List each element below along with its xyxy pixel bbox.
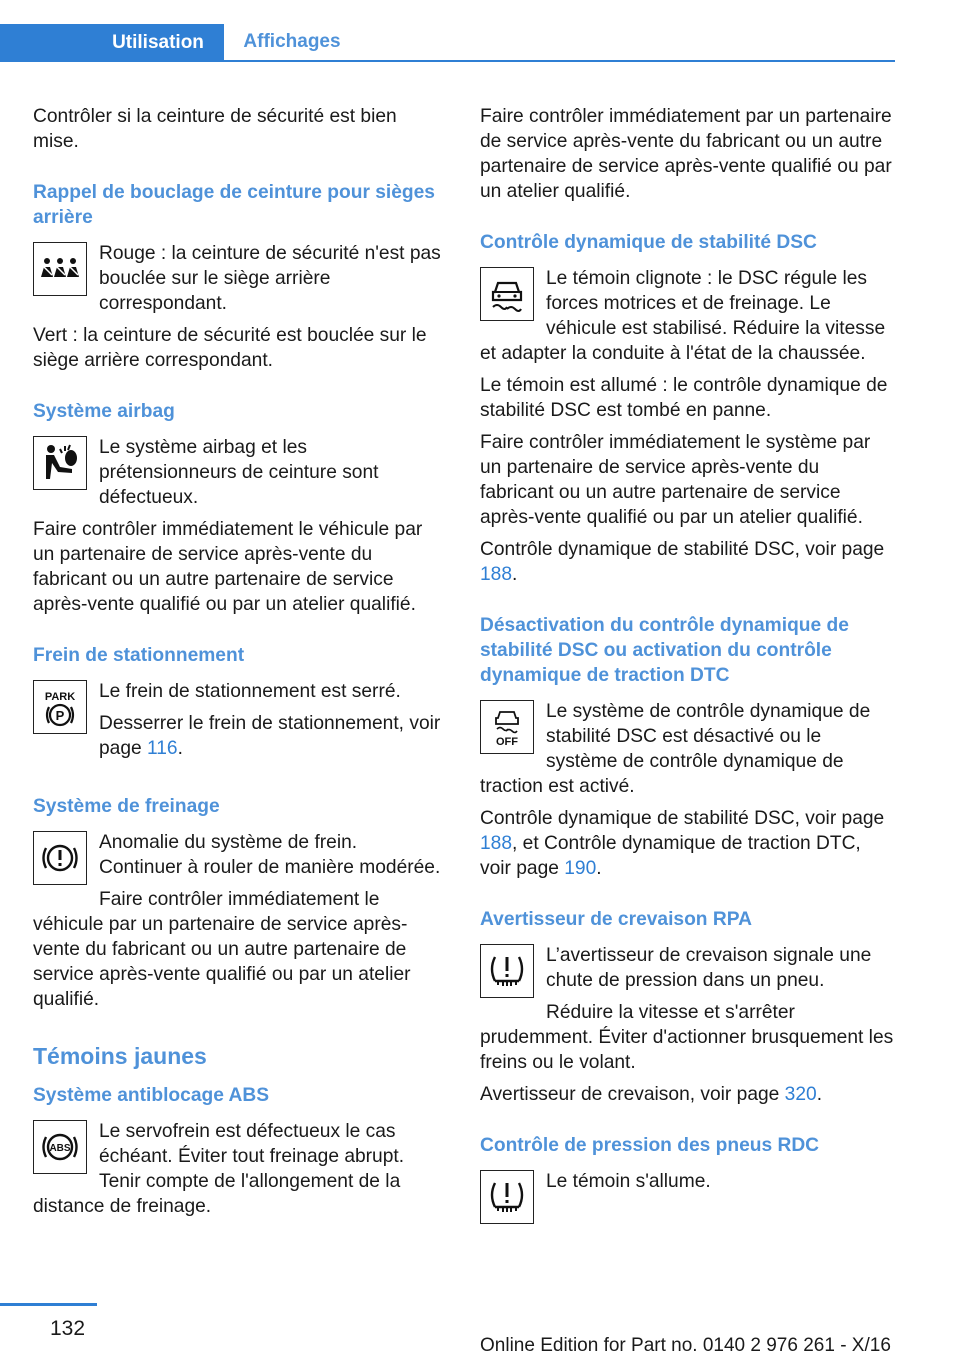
rdc-text-1: Le témoin s'allume. [546, 1171, 711, 1192]
dsc-icon [480, 267, 534, 321]
airbag-icon [33, 436, 87, 490]
rpa-text-1: L’avertisseur de crevaison signale une chute de pression dans un pneu. [546, 945, 872, 991]
parking-brake-icon [33, 680, 87, 734]
entry-parking-brake [33, 679, 445, 768]
right-intro-paragraph: Faire contrôler immédiatement par un partenaire de service après-vente du fabricant ou un autre partenaire de service après-vente qualifié ou par un atelier qualifié. [480, 106, 892, 202]
entry-airbag [33, 435, 445, 617]
dsc-text-3: Faire contrôler immédiatement le système par un partenaire de service après-vente du fabricant ou un autre partenaire de service après-vente qualifié ou par un atelier qualifié. [480, 432, 871, 528]
dsc-text-4: Contrôle dynamique de stabilité DSC, voir page 188. [480, 539, 885, 585]
heading-rpa: Avertisseur de crevaison RPA [480, 909, 752, 930]
page-number: 132 [50, 1317, 86, 1340]
brake-text-1: Anomalie du système de frein. Continuer à rouler de manière modérée. [99, 832, 441, 878]
entry-dsc-off [480, 699, 896, 881]
entry-abs [33, 1119, 445, 1219]
parking-brake-text-2: Desserrer le frein de stationnement, voir page 116. [99, 713, 441, 759]
entry-belt-rear [33, 241, 445, 373]
airbag-text-2: Faire contrôler immédiatement le véhicule par un partenaire de service après-vente du fabricant ou un autre partenaire de service après-vente qualifié ou par un atelier qualifié. [33, 519, 423, 615]
belt-rear-text-1: Rouge : la ceinture de sécurité n'est pas bouclée sur le siège arrière correspondant. [99, 243, 441, 314]
page-link-116[interactable]: 116 [147, 738, 178, 759]
abs-icon [33, 1120, 87, 1174]
page-number-bar [0, 1303, 97, 1306]
brake-warning-icon [33, 831, 87, 885]
page-link-190[interactable]: 190 [564, 858, 597, 879]
dsc-text-1: Le témoin clignote : le DSC régule les forces motrices et de freinage. Le véhicule est stabilisé. Réduire la vitesse et adapter la conduite à l'état de la chaussée. [480, 268, 886, 364]
heading-parking-brake: Frein de stationnement [33, 645, 245, 666]
dsc-off-text-2: Contrôle dynamique de stabilité DSC, voir page 188, et Contrôle dynamique de traction DTC, voir page 190. [480, 808, 885, 879]
heading-rdc: Contrôle de pression des pneus RDC [480, 1135, 820, 1156]
abs-text-1: Le servofrein est défectueux le cas échéant. Éviter tout freinage abrupt. Tenir compte de l'allongement de la distance de freinage. [33, 1121, 405, 1217]
page-link-188[interactable]: 188 [480, 564, 513, 585]
brake-text-2: Faire contrôler immédiatement le véhicule par un partenaire de service après-vente du fabricant ou un autre partenaire de service après-vente qualifié ou par un atelier qualifié. [33, 889, 411, 1010]
belt-rear-text-2: Vert : la ceinture de sécurité est bouclée sur le siège arrière correspondant. [33, 325, 427, 371]
rear-seatbelt-icon [33, 242, 87, 296]
entry-rpa [480, 943, 896, 1107]
dsc-off-icon [480, 700, 534, 754]
flat-tyre-warning-icon [480, 944, 534, 998]
left-column [33, 104, 445, 1226]
svg-text:ABS: ABS [49, 1143, 71, 1154]
tyre-pressure-icon [480, 1170, 534, 1224]
edition-footer: Online Edition for Part no. 0140 2 976 261 - X/16 [480, 1335, 891, 1356]
heading-yellow-lights: Témoins jaunes [33, 1043, 207, 1069]
airbag-text-1: Le système airbag et les prétensionneurs de ceinture sont défectueux. [99, 437, 379, 508]
entry-dsc [480, 266, 896, 587]
dsc-text-2: Le témoin est allumé : le contrôle dynamique de stabilité DSC est tombé en panne. [480, 375, 888, 421]
heading-airbag: Système airbag [33, 401, 175, 422]
svg-text:P: P [55, 708, 65, 723]
header-rule [0, 60, 895, 62]
heading-dsc: Contrôle dynamique de stabilité DSC [480, 232, 817, 253]
tab-affichages[interactable]: Affichages [243, 31, 341, 52]
right-column [480, 104, 896, 1230]
heading-abs: Système antiblocage ABS [33, 1085, 270, 1106]
entry-rdc [480, 1169, 896, 1230]
rpa-text-3: Avertisseur de crevaison, voir page 320. [480, 1084, 823, 1105]
svg-text:PARK: PARK [44, 691, 76, 703]
tab-utilisation[interactable]: Utilisation [0, 24, 224, 62]
page-link-188-b[interactable]: 188 [480, 833, 513, 854]
header-tabs [0, 24, 895, 62]
dsc-off-text-1: Le système de contrôle dynamique de stabilité DSC est désactivé ou le système de contrôle dynamique de traction est activé. [480, 701, 871, 797]
heading-belt-rear: Rappel de bouclage de ceinture pour sièges arrière [33, 182, 435, 228]
heading-dsc-off: Désactivation du contrôle dynamique de stabilité DSC ou activation du contrôle dynamique de traction DTC [480, 615, 849, 686]
intro-paragraph: Contrôler si la ceinture de sécurité est bien mise. [33, 106, 397, 152]
entry-brake-system [33, 830, 445, 1012]
rpa-text-2: Réduire la vitesse et s'arrêter prudemment. Éviter d'actionner brusquement les freins ou le volant. [480, 1002, 894, 1073]
svg-text:OFF: OFF [496, 736, 518, 748]
heading-brake-system: Système de freinage [33, 796, 220, 817]
page-link-320[interactable]: 320 [784, 1084, 817, 1105]
parking-brake-text-1: Le frein de stationnement est serré. [99, 681, 401, 702]
